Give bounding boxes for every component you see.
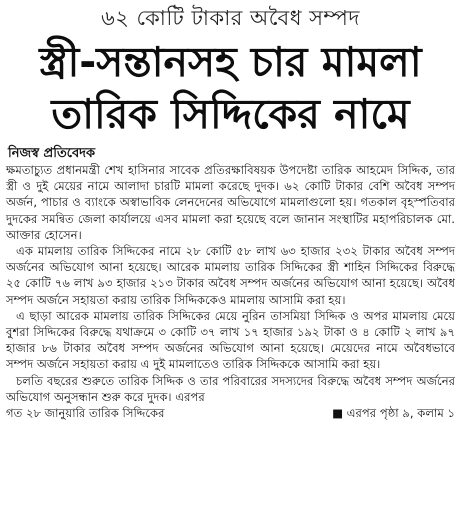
headline-line-1: স্ত্রী-সন্তানসহ চার মামলা — [39, 38, 422, 86]
last-line-row — [6, 405, 455, 421]
headline — [6, 36, 455, 140]
continuation-note: ■ এরপর পৃষ্ঠা ৯, কলাম ১ — [332, 406, 455, 421]
article-body — [6, 162, 455, 421]
kicker: ৬২ কোটি টাকার অবৈধ সম্পদ — [101, 6, 360, 30]
headline-line-2: তারিক সিদ্দিকের নামে — [51, 90, 410, 138]
paragraph-3: এ ছাড়া আরেক মামলায় তারিক সিদ্দিকের মেয়ে নুরিন তাসমিয়া সিদ্দিক ও অপর মামলায় মেয়ে বুশরা সিদ্দিকের বিরুদ্ধে যথাক্রমে ৩ কোটি ৩৭ লাখ ১৭ হাজার ১৯২ টাকা ও ৪ কোটি ২ লাখ ৯৭ হাজার ৮৬ টাকার অবৈধ সম্পদ অর্জনের অভিযোগ আনা হয়েছে। মেয়েদের নামে অবৈধভাবে সম্পদ অর্জনে সহায়তা করায় এ দুই মামলাতেও তারিক সিদ্দিককে আসামি করা হয়। — [6, 308, 455, 372]
paragraph-1: ক্ষমতাচ্যুত প্রধানমন্ত্রী শেখ হাসিনার সাবেক প্রতিরক্ষাবিষয়ক উপদেষ্টা তারিক আহমেদ সিদ্দিক, তার স্ত্রী ও দুই মেয়ের নামে আলাদা চারটি মামলা করেছে দুদক। ৬২ কোটি টাকার বেশি অবৈধ সম্পদ অর্জন, পাচার ও ব্যাংকে অস্বাভাবিক লেনদেনের অভিযোগে মামলাগুলো হয়। গতকাল বৃহস্পতিবার দুদকের সমন্বিত জেলা কার্যালয়ে এসব মামলা করা হয়েছে বলে জানান সংস্থাটির মহাপরিচালক মো. আক্তার হোসেন। — [6, 163, 455, 242]
news-article — [0, 4, 461, 519]
last-line: গত ২৮ জানুয়ারি তারিক সিদ্দিকের — [6, 406, 165, 421]
paragraph-2: এক মামলায় তারিক সিদ্দিকের নামে ২৮ কোটি ৫৮ লাখ ৬৩ হাজার ২৩২ টাকার অবৈধ সম্পদ অর্জনের অভিযোগ আনা হয়েছে। আরেক মামলায় তারিক সিদ্দিকের স্ত্রী শাহিন সিদ্দিকের বিরুদ্ধে ২৫ কোটি ৭৬ লাখ ৯৩ হাজার ২১৩ টাকার অবৈধ সম্পদ অর্জনের অভিযোগ আনা হয়েছে। অবৈধ সম্পদ অর্জনে সহায়তা করায় তারিক সিদ্দিককেও মামলায় আসামি করা হয়। — [6, 244, 455, 307]
byline: নিজস্ব প্রতিবেদক — [8, 146, 96, 161]
paragraph-4: চলতি বছরের শুরুতে তারিক সিদ্দিক ও তার পরিবারের সদস্যদের বিরুদ্ধে অবৈধ সম্পদ অর্জনের অভিযোগ অনুসন্ধান শুরু করে দুদক। এরপর — [6, 373, 455, 404]
